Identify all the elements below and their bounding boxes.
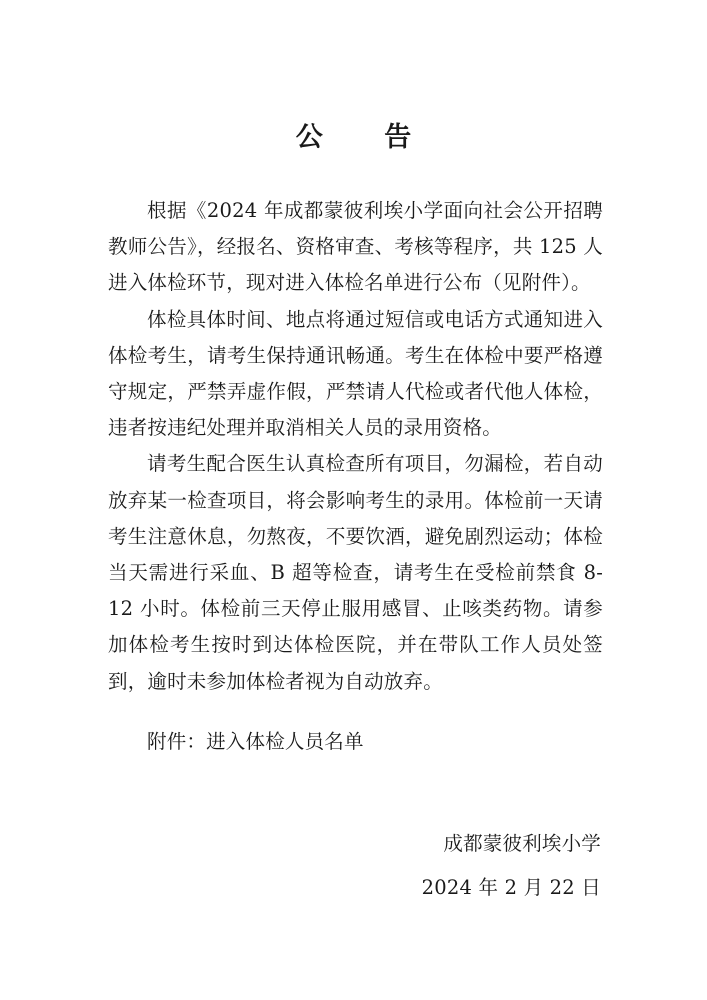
paragraph-2: 体检具体时间、地点将通过短信或电话方式通知进入体检考生，请考生保持通讯畅通。考生在体检中要严格遵守规定，严禁弄虚作假，严禁请人代检或者代他人体检，违者按违纪处理并取消相关人员的录用资格。 xyxy=(108,307,603,440)
document-title: 公 告 xyxy=(295,122,438,153)
paragraph-1: 根据《2024 年成都蒙彼利埃小学面向社会公开招聘教师公告》，经报名、资格审查、考核等程序，共 125 人进入体检环节，现对进入体检名单进行公布（见附件）。 xyxy=(108,199,603,295)
document-body xyxy=(108,193,603,700)
attachment-note: 附件：进入体检人员名单 xyxy=(147,730,364,753)
paragraph-3: 请考生配合医生认真检查所有项目，勿漏检，若自动放弃某一检查项目，将会影响考生的录用。体检前一天请考生注意休息，勿熬夜，不要饮酒，避免剧烈运动；体检当天需进行采血、B 超等检查，请考生在受检前禁食 8-12 小时。体检前三天停止服用感冒、止咳类药物。请参加体检考生按时到达体检医院，并在带队工作人员处签到，逾时未参加体检者视为自动放弃。 xyxy=(108,452,603,693)
signature-date: 2024 年 2 月 22 日 xyxy=(421,876,601,899)
signature-organization: 成都蒙彼利埃小学 xyxy=(443,832,601,855)
signature-block xyxy=(422,826,601,906)
